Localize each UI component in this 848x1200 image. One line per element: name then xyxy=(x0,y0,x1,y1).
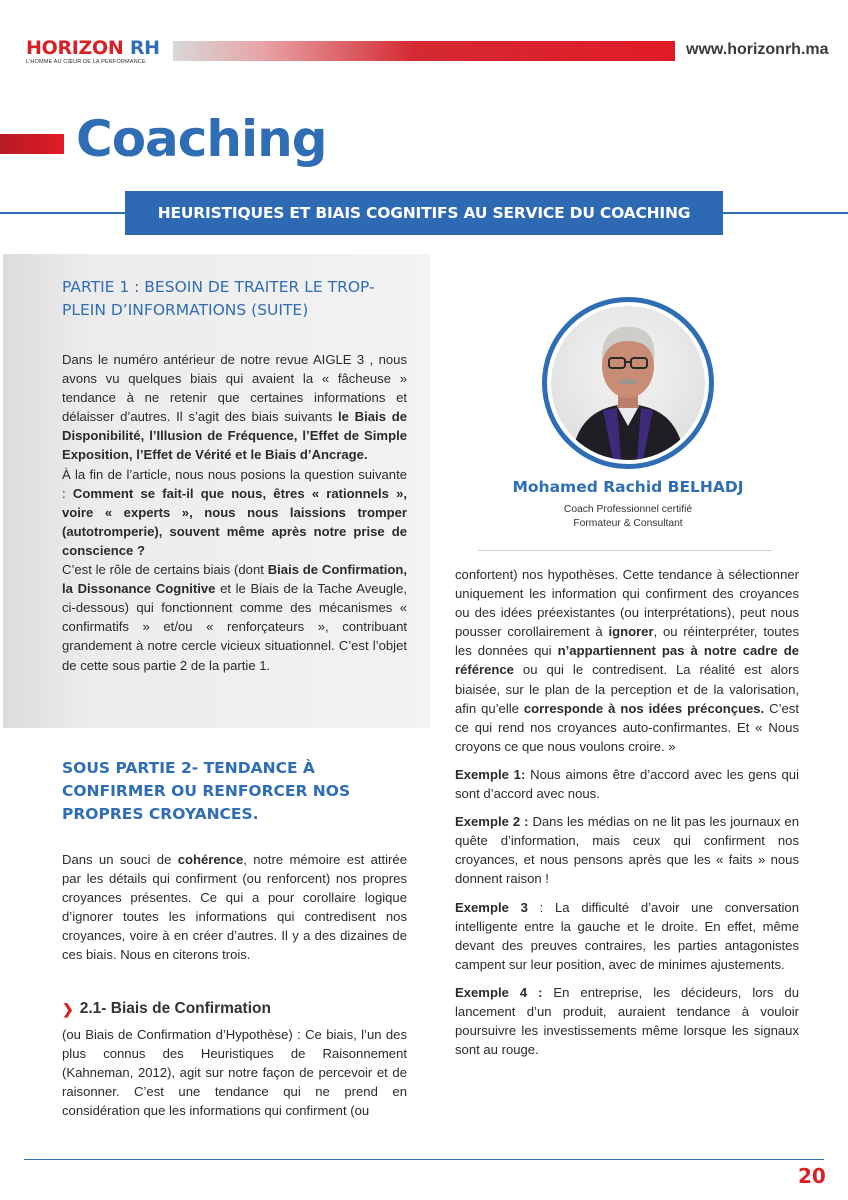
bold-run: ignorer xyxy=(608,624,654,640)
author-role-line: Formateur & Consultant xyxy=(573,518,683,529)
text-run: C’est ce qui rend nos croyances auto-confirmantes. Et « Nous croyons ce que nous voulons croire. » xyxy=(455,700,799,754)
bold-run: Comment se fait-il que nous, êtres « rationnels », voire « experts », nous nous laissions tromper (autotromperie), souvent même après notre prise de conscience ? xyxy=(62,485,408,558)
text-run: Dans les médias on ne lit pas les journaux en quête d’information, mais ceux qui confirment nos croyances, et nous pensons après que les « faits » nous donnent raison ! xyxy=(455,814,799,887)
part1-paragraph xyxy=(62,560,407,675)
text-run: Nous aimons être d’accord avec les gens qui sont d’accord avec nous. xyxy=(455,766,799,802)
text-run: : La difficulté d’avoir une conversation intelligente entre la gauche et le droite. En effet, même devant des preuves contraires, les parties antagonistes campent sur leur position, avec de minimes ajustements. xyxy=(455,899,799,972)
text-run: ou qui le contredisent. La réalité est alors biaisée, sur le plan de la perception et de la valorisation, afin qu’elle xyxy=(455,662,799,716)
right-column-body xyxy=(455,565,799,1068)
subpart2-body xyxy=(62,850,407,965)
person-photo-icon xyxy=(551,306,705,460)
author-portrait xyxy=(542,297,714,469)
header-gradient-bar xyxy=(173,41,675,61)
text-run: , ou réinterpréter, toutes les données qui xyxy=(455,624,799,659)
example-paragraph xyxy=(455,765,799,803)
text-run: En entreprise, les décideurs, lors du lancement d’un produit, auraient tendance à vouloir poursuivre les investissements même lorsque les signaux sont au rouge. xyxy=(455,984,799,1058)
chevron-right-icon: ❯ xyxy=(62,1000,74,1017)
example-paragraph xyxy=(455,898,799,974)
logo-horizon: HORIZON xyxy=(26,37,124,59)
example-label: Exemple 1: xyxy=(455,766,526,782)
footer-rule xyxy=(24,1159,824,1160)
example-label: Exemple 4 : xyxy=(455,984,543,1000)
text-run: , notre mémoire est attirée par les détails qui confirment (ou renforcent) nos propres croyances présentes. Ce qui a pour corollaire logique d’ignorer toutes les informations qui contredisent nos croyances, voire à en créer d’autres. Il y a des dizaines de ces biais. Nous en citerons trois. xyxy=(62,852,407,963)
example-paragraph xyxy=(455,812,799,888)
subheading-2-1 xyxy=(62,1000,271,1018)
text-run: confortent) nos hypothèses. Cette tendance à sélectionner uniquement les information qui confirment des croyances ou des idées préexistantes (ou interprétations), peut nous pousser corollairement à xyxy=(455,567,799,640)
bold-run: Biais de Confirmation, la Dissonance Cognitive xyxy=(62,562,407,597)
text-run: À la fin de l’article, nous nous posions la question suivante : xyxy=(62,466,407,501)
part1-body xyxy=(62,350,407,675)
subheading-2-1-body: (ou Biais de Confirmation d’Hypothèse) : Ce biais, l’un des plus connus des Heuristiques de Raisonnement (Kahneman, 2012), agit sur notre façon de percevoir et de raisonner. C’est une tendance qui ne prend en considération que les informations qui confirment (ou xyxy=(62,1027,407,1119)
bold-run: le Biais de Disponibilité, l’Illusion de Fréquence, l’Effet de Simple Exposition, l’Effet de Vérité et le Biais d’Ancrage. xyxy=(62,409,407,463)
logo-tagline: L'HOMME AU CŒUR DE LA PERFORMANCE xyxy=(26,59,146,65)
logo-wordmark xyxy=(26,38,166,58)
part1-paragraph xyxy=(62,465,407,560)
text-run: C’est le rôle de certains biais (dont xyxy=(62,562,268,578)
logo-rh: RH xyxy=(129,37,160,59)
page-number: 20 xyxy=(798,1164,826,1188)
bold-run: cohérence xyxy=(177,852,244,867)
text-run: Dans un souci de xyxy=(62,852,178,867)
text-run: et le Biais de la Tache Aveugle, ci-dessous) qui fonctionnent comme des mécanismes « confirmatifs » et/ou « renforçateurs », contribuant grandement à notre cercle vicieux situationnel. C’est l’objet de cette sous partie 2 de la partie 1. xyxy=(62,581,407,673)
author-role xyxy=(478,503,778,531)
title-accent-bar xyxy=(0,134,64,154)
author-role-line: Coach Professionnel certifié xyxy=(563,504,693,515)
subpart2-paragraph xyxy=(62,850,407,965)
bold-run: n’appartiennent pas à notre cadre de référence xyxy=(455,643,799,678)
example-paragraph xyxy=(455,983,799,1059)
subheading-text: 2.1- Biais de Confirmation xyxy=(79,1000,271,1017)
article-banner: HEURISTIQUES ET BIAIS COGNITIFS AU SERVICE DU COACHING xyxy=(125,191,723,235)
website-link[interactable]: www.horizonrh.ma xyxy=(686,41,829,58)
author-separator xyxy=(478,550,772,551)
bold-run: corresponde à nos idées préconçues. xyxy=(523,700,765,716)
example-label: Exemple 3 xyxy=(455,899,528,915)
text-run: Dans le numéro antérieur de notre revue AIGLE 3 , nous avons vu quelques biais qui avaient la « fâcheuse » tendance à ne retenir que certaines informations et délaisser d’autres. Il s’agit des biais suivants xyxy=(62,352,407,425)
author-photo xyxy=(551,306,705,460)
section-title: Coaching xyxy=(76,110,327,168)
subpart2-title: SOUS PARTIE 2- TENDANCE À CONFIRMER OU RENFORCER NOS PROPRES CROYANCES. xyxy=(62,759,351,823)
author-name: Mohamed Rachid BELHADJ xyxy=(512,478,744,496)
part1-paragraph xyxy=(62,350,407,465)
example-label: Exemple 2 : xyxy=(455,814,529,830)
right-paragraph xyxy=(455,565,799,756)
part1-title: PARTIE 1 : BESOIN DE TRAITER LE TROP-PLEIN D’INFORMATIONS (SUITE) xyxy=(62,278,375,319)
horizon-rh-logo[interactable] xyxy=(26,38,166,68)
